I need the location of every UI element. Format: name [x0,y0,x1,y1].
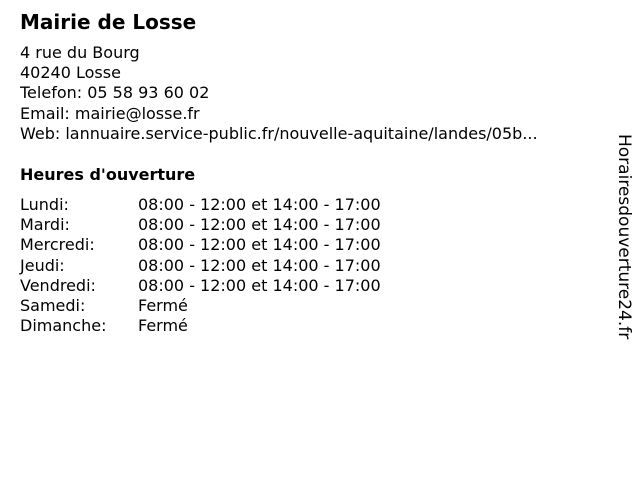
website-link[interactable]: Web: lannuaire.service-public.fr/nouvelle-aquitaine/landes/05b... [20,123,538,143]
day-hours: 08:00 - 12:00 et 14:00 - 17:00 [138,255,381,275]
day-hours: 08:00 - 12:00 et 14:00 - 17:00 [138,235,381,255]
day-label: Vendredi: [20,275,96,295]
hours-row-friday [20,276,610,296]
day-label: Jeudi: [20,255,65,275]
day-hours: 08:00 - 12:00 et 14:00 - 17:00 [138,195,381,215]
opening-hours-table [20,195,610,336]
day-hours: 08:00 - 12:00 et 14:00 - 17:00 [138,215,381,235]
business-card [20,10,610,336]
hours-row-wednesday [20,235,610,255]
day-hours: 08:00 - 12:00 et 14:00 - 17:00 [138,275,381,295]
day-hours: Fermé [138,296,188,316]
day-hours: Fermé [138,316,188,336]
site-watermark: Horairesdouverture24.fr [614,134,634,340]
day-label: Samedi: [20,296,86,316]
day-label: Dimanche: [20,316,107,336]
day-label: Lundi: [20,195,69,215]
phone-number[interactable]: Telefon: 05 58 93 60 02 [20,83,210,103]
email-address[interactable]: Email: mairie@losse.fr [20,103,200,123]
street-address: 4 rue du Bourg [20,43,140,62]
contact-info [20,43,610,144]
day-label: Mercredi: [20,235,95,255]
hours-row-saturday [20,296,610,316]
hours-heading: Heures d'ouverture [20,165,196,185]
hours-row-sunday [20,316,610,336]
day-label: Mardi: [20,215,70,235]
hours-row-thursday [20,256,610,276]
city-postal: 40240 Losse [20,63,121,83]
page-title: Mairie de Losse [20,10,197,34]
hours-row-tuesday [20,215,610,235]
hours-row-monday [20,195,610,215]
